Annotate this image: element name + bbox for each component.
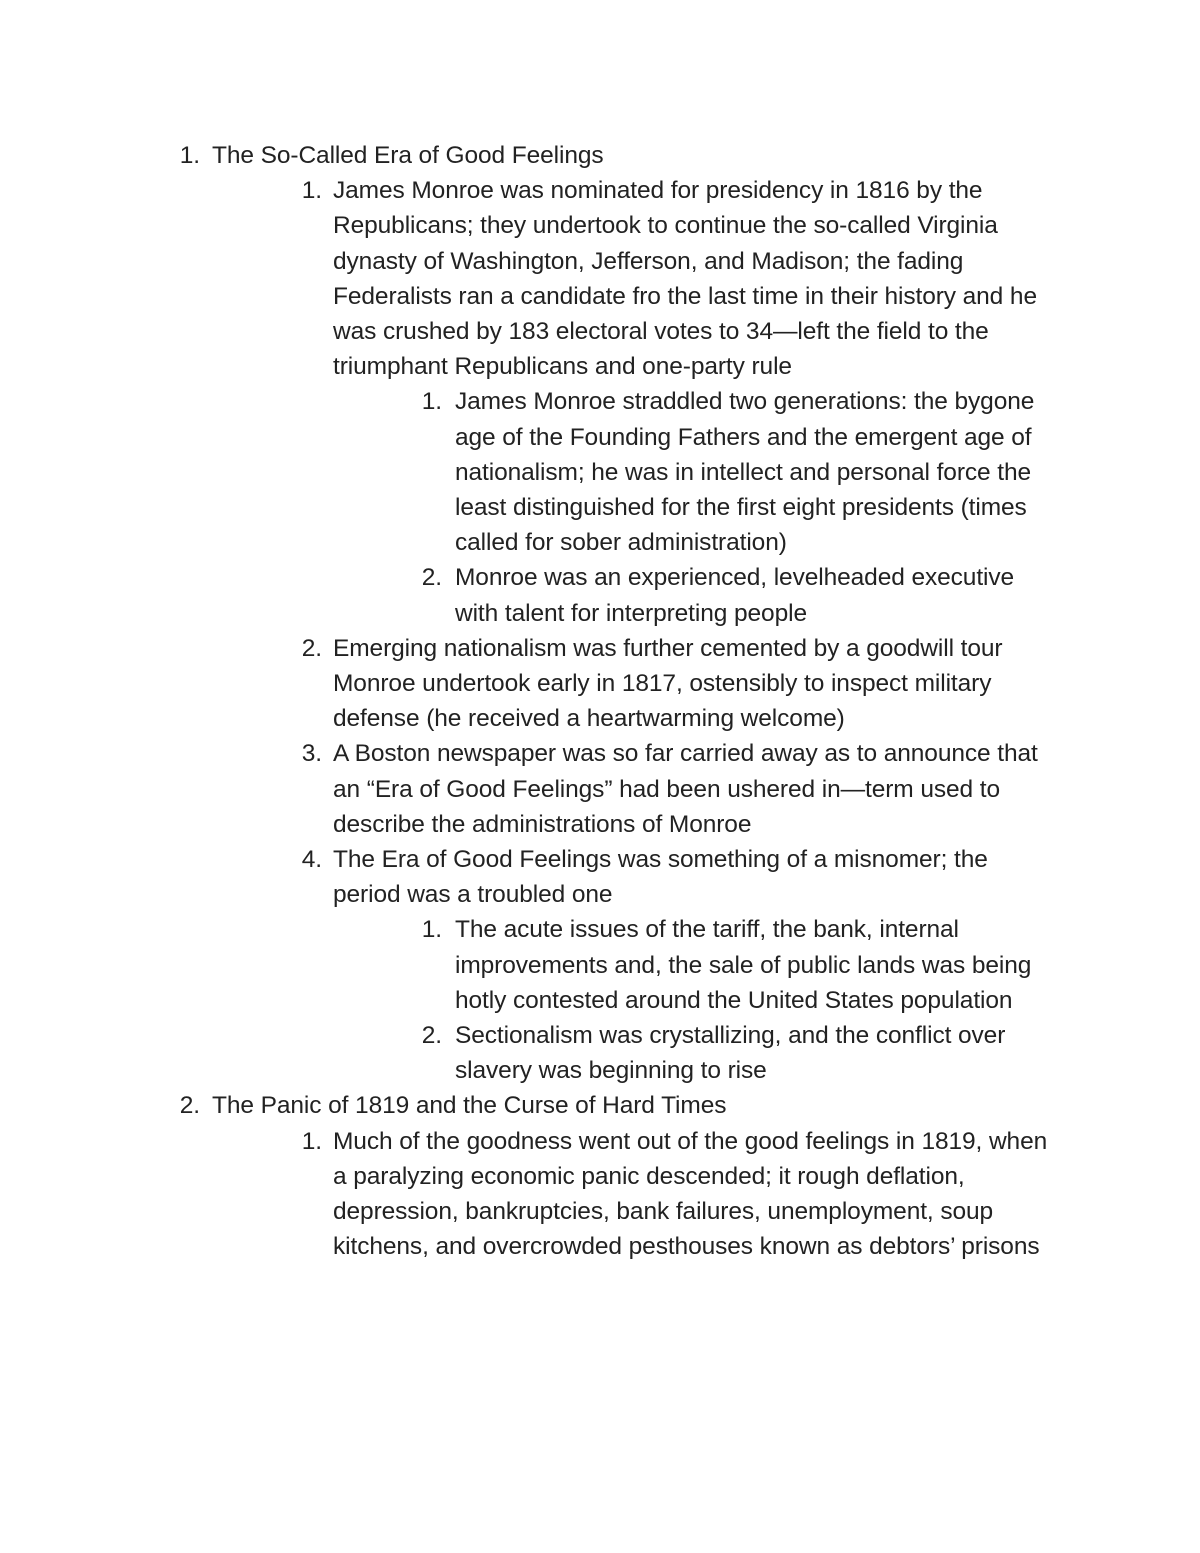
outline-item <box>0 138 1200 173</box>
item-number: 2. <box>179 1092 200 1120</box>
item-text: The So-Called Era of Good Feelings <box>212 142 604 169</box>
outline-item <box>0 842 1200 912</box>
document-body <box>0 138 1200 1265</box>
item-number: 2. <box>301 634 322 662</box>
item-text: The acute issues of the tariff, the bank, internal improvements and, the sale of public lands was being hotly contested around the United States population <box>455 916 1032 1014</box>
item-text: The Era of Good Feelings was something of a misnomer; the period was a troubled one <box>333 846 988 909</box>
item-number: 2. <box>421 1022 442 1050</box>
outline-item <box>0 912 1200 1018</box>
item-text: Sectionalism was crystallizing, and the conflict over slavery was beginning to rise <box>455 1022 1006 1085</box>
outline-item <box>0 1124 1200 1265</box>
item-text: A Boston newspaper was so far carried away as to announce that an “Era of Good Feelings” had been ushered in—term used to describe the administrations of Monroe <box>333 740 1038 838</box>
outline-item <box>0 1088 1200 1123</box>
item-text: Monroe was an experienced, levelheaded executive with talent for interpreting people <box>455 564 1015 627</box>
item-text: James Monroe straddled two generations: the bygone age of the Founding Fathers and the emergent age of nationalism; he was in intellect and personal force the least distinguished for the first eight presidents (times called for sober administration) <box>455 388 1035 557</box>
item-text: The Panic of 1819 and the Curse of Hard Times <box>212 1092 727 1120</box>
outline-item <box>0 736 1200 842</box>
item-number: 1. <box>179 142 200 169</box>
outline-item <box>0 1018 1200 1088</box>
item-number: 1. <box>301 1127 322 1155</box>
item-text: Emerging nationalism was further cemented by a goodwill tour Monroe undertook early in 1817, ostensibly to inspect military defense (he received a heartwarming welcome) <box>333 634 1003 733</box>
outline-item <box>0 384 1200 560</box>
item-number: 4. <box>301 846 322 874</box>
item-number: 3. <box>301 740 322 768</box>
outline-item <box>0 173 1200 384</box>
item-text: Much of the goodness went out of the good feelings in 1819, when a paralyzing economic panic descended; it rough deflation, depression, bankruptcies, bank failures, unemployment, soup kitchens, and overcrowded pesthouses known as debtors’ prisons <box>333 1127 1048 1261</box>
item-number: 2. <box>421 564 442 592</box>
item-number: 1. <box>301 177 322 205</box>
outline-item <box>0 631 1200 737</box>
item-number: 1. <box>421 388 442 416</box>
item-number: 1. <box>421 916 442 944</box>
item-text: James Monroe was nominated for presidency in 1816 by the Republicans; they undertook to continue the so-called Virginia dynasty of Washington, Jefferson, and Madison; the fading Federalists ran a candidate fro the last time in their history and he was crushed by 183 electoral votes to 34—left the field to the triumphant Republicans and one-party rule <box>333 177 1037 381</box>
outline-item <box>0 560 1200 630</box>
